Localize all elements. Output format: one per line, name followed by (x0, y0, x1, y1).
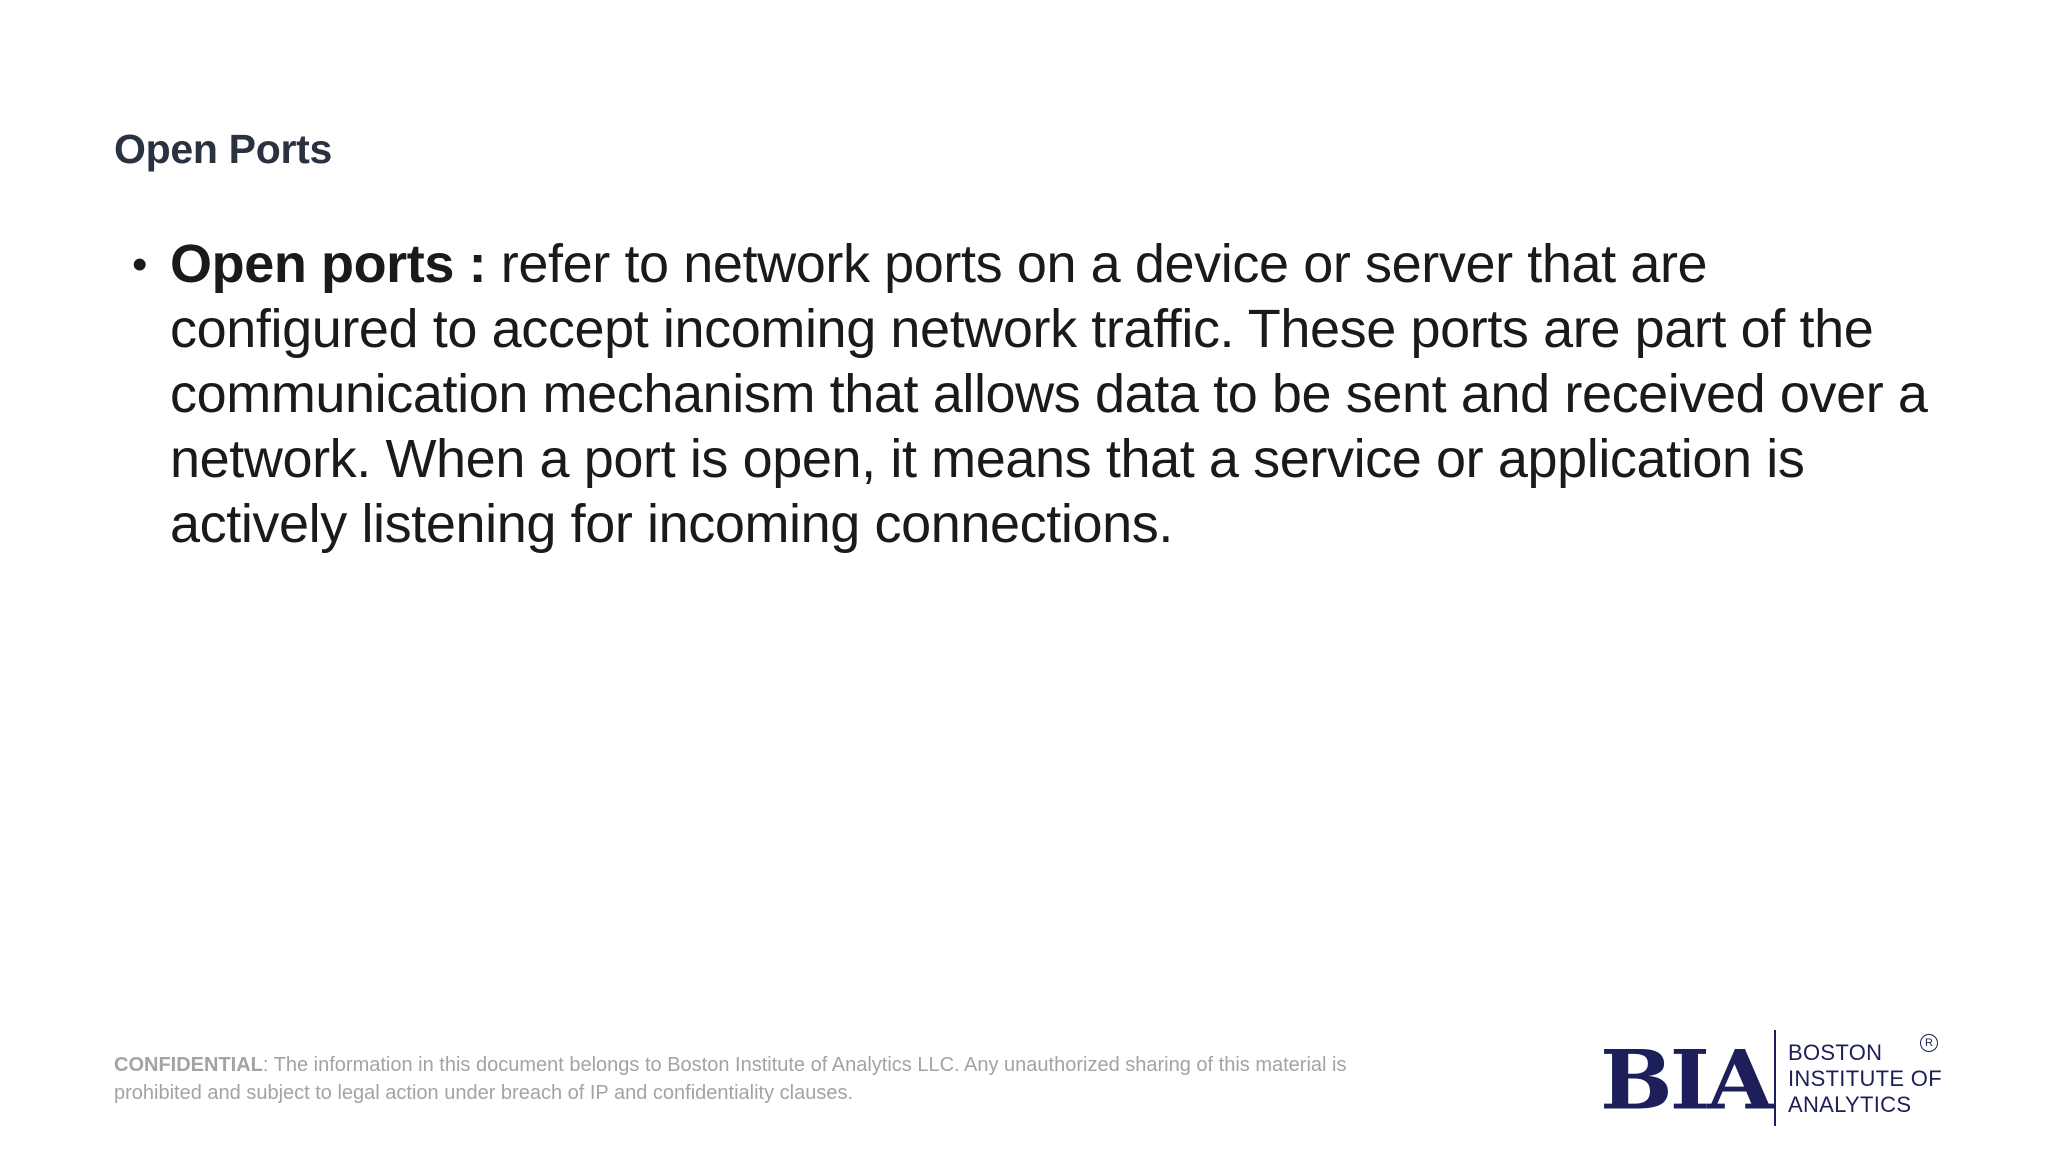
bia-logo (1600, 1030, 1950, 1130)
bullet-text: refer to network ports on a device or server that are configured to accept incoming network traffic. These ports are part of the communication mechanism that allows data to be sent and received over a network. When a port is open, it means that a service or application is actively listening for incoming connections. (170, 234, 1928, 554)
bullet-list (128, 232, 1968, 557)
logo-line-2: INSTITUTE OF (1788, 1066, 1942, 1091)
logo-divider (1774, 1030, 1776, 1126)
bullet-item (128, 232, 1968, 557)
bullet-term: Open ports : (170, 234, 487, 294)
logo-line-3: ANALYTICS (1788, 1092, 1912, 1117)
slide-title: Open Ports (114, 126, 332, 172)
bullet-marker: • (132, 240, 148, 289)
logo-line-1: BOSTON (1788, 1040, 1883, 1065)
registered-mark-icon: R (1920, 1034, 1938, 1052)
logo-mark: BIA (1600, 1032, 1771, 1129)
confidential-label: CONFIDENTIAL (114, 1054, 263, 1076)
confidential-notice (114, 1051, 1394, 1107)
logo-wordmark (1788, 1040, 1942, 1118)
confidential-text: : The information in this document belongs to Boston Institute of Analytics LLC. Any unauthorized sharing of this material is prohibited and subject to legal action under breach of IP and confidentiality clauses. (114, 1054, 1347, 1104)
